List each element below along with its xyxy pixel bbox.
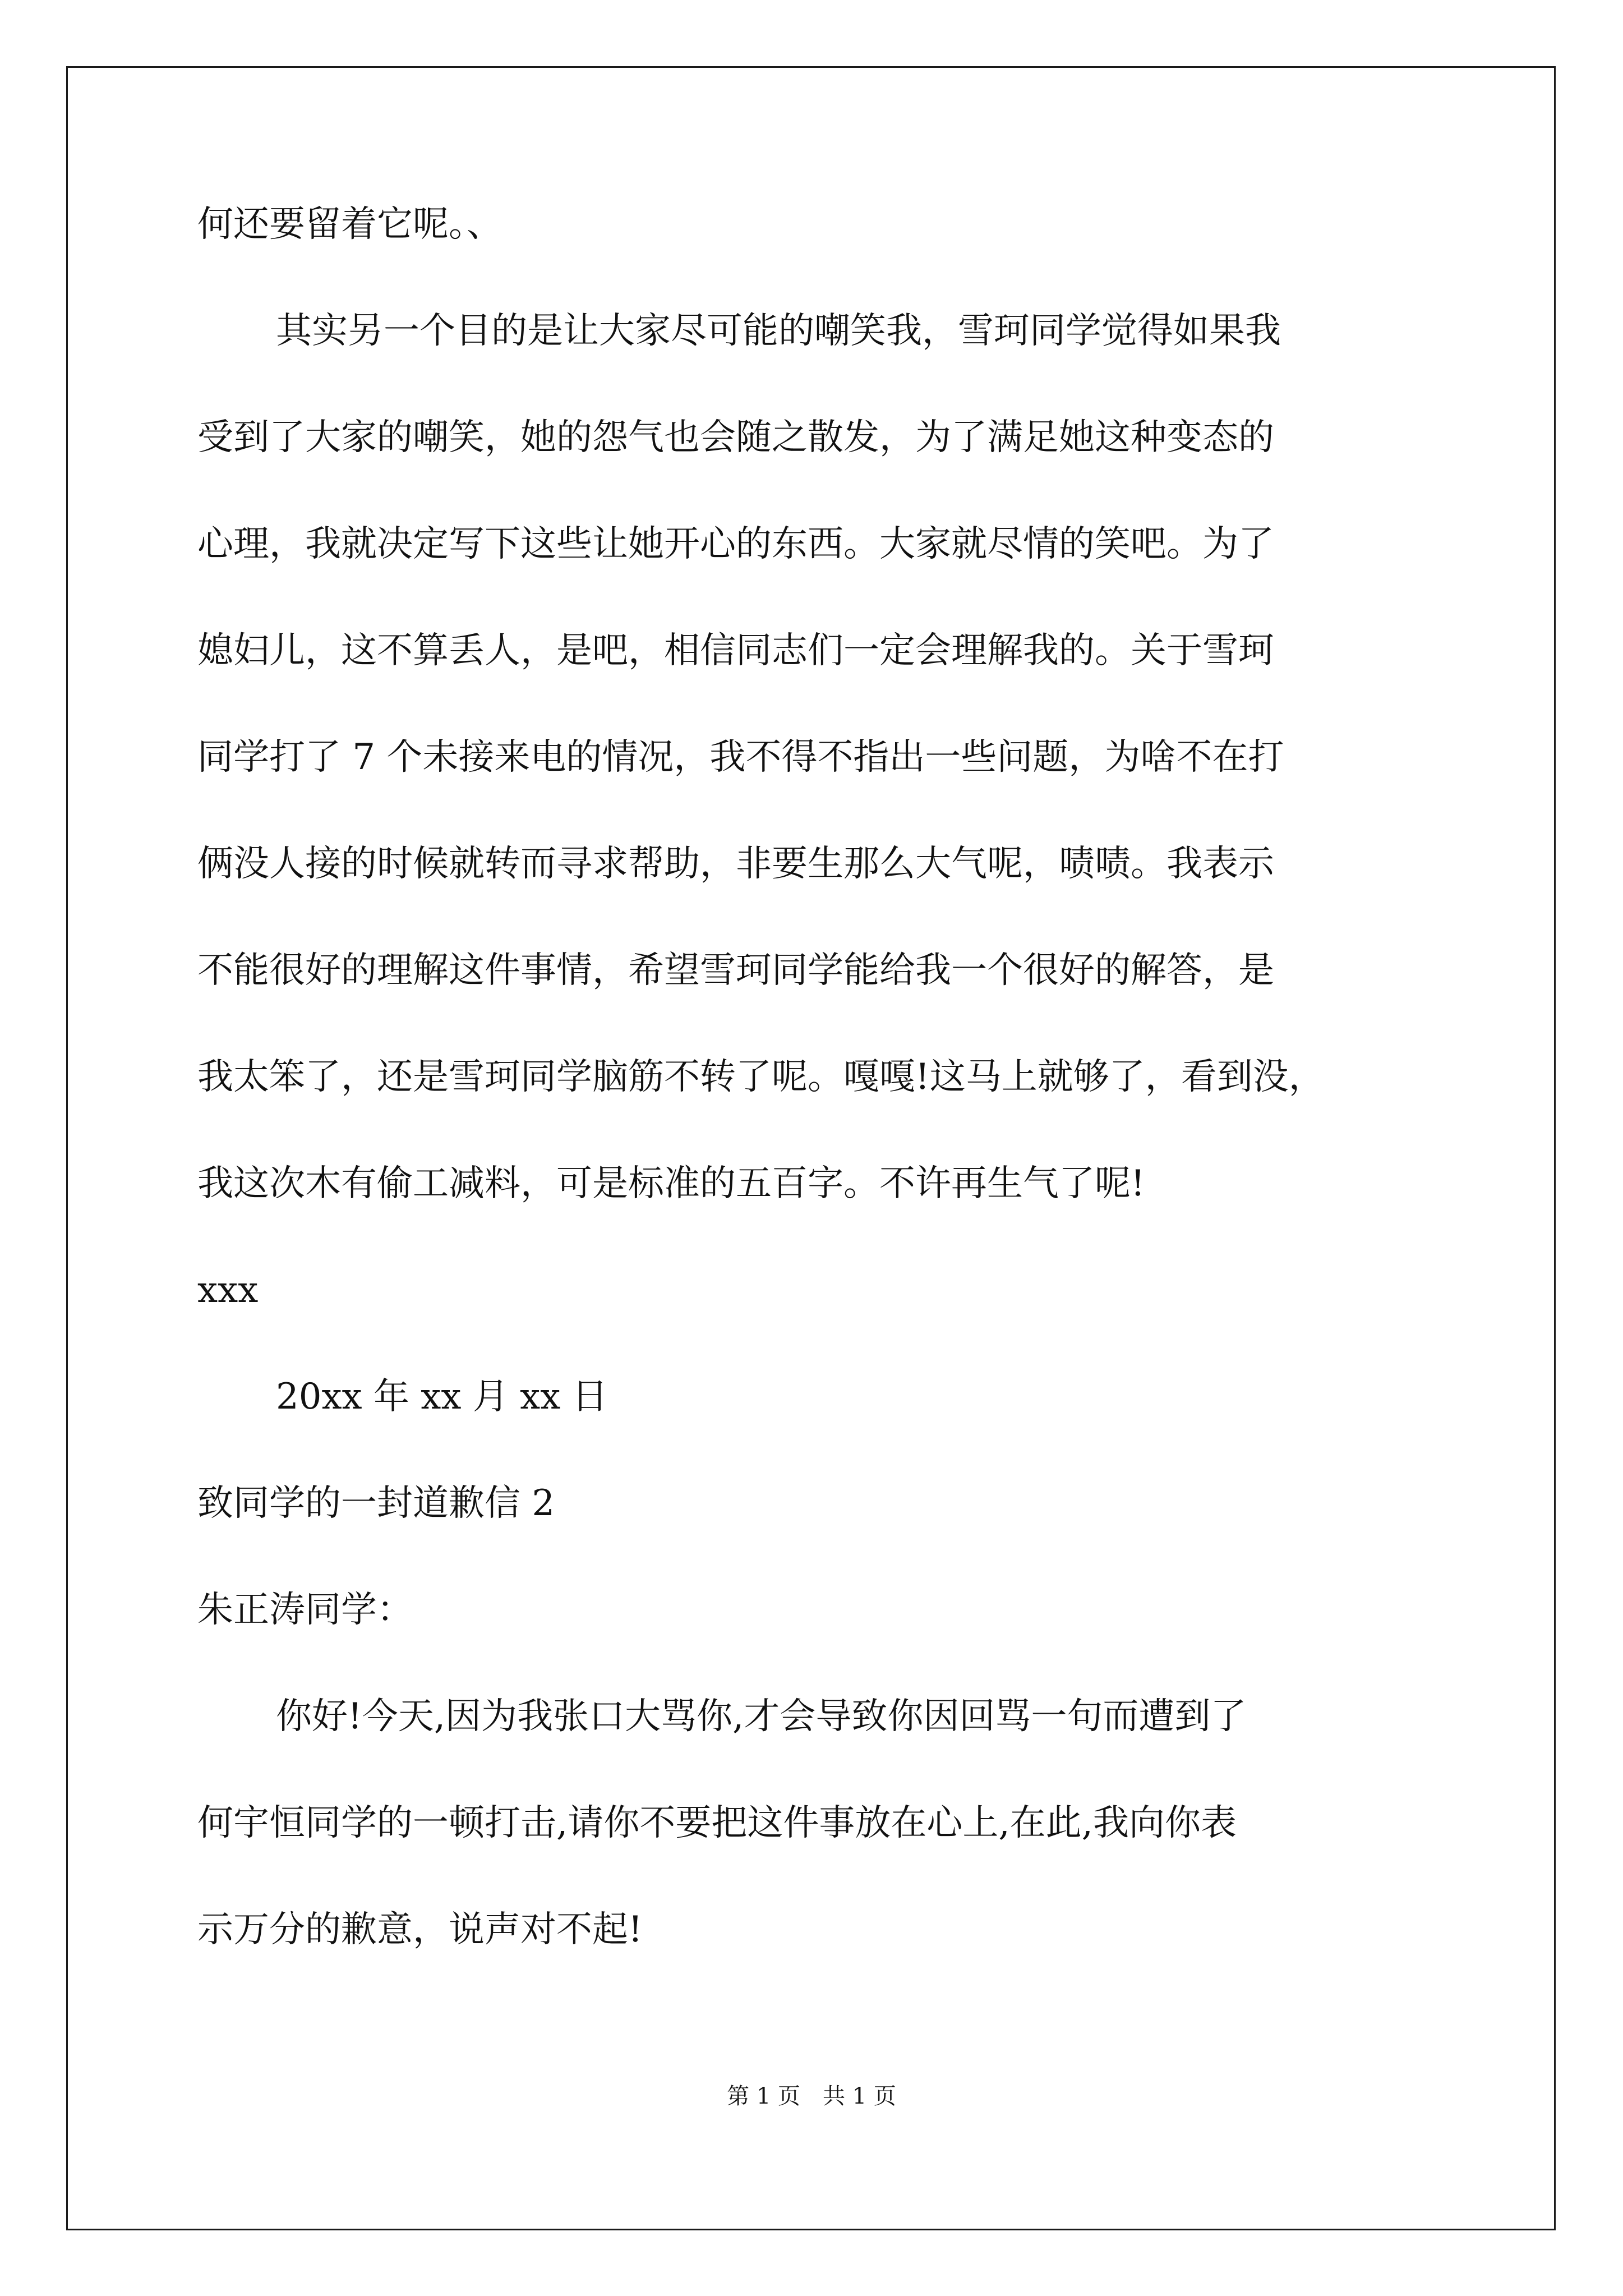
text-line: 不能很好的理解这件事情，希望雪珂同学能给我一个很好的解答，是 (197, 950, 1274, 991)
paragraph-line: 你好!今天,因为我张口大骂你,才会导致你因回骂一句而遭到了 (276, 1696, 1247, 1737)
text-line: 我太笨了，还是雪珂同学脑筋不转了呢。嘎嘎!这马上就够了，看到没， (197, 1056, 1325, 1098)
signature-date: 20xx 年 xx 月 xx 日 (276, 1376, 608, 1418)
text-line: 俩没人接的时候就转而寻求帮助，非要生那么大气呢，啧啧。我表示 (197, 843, 1274, 885)
text-line: 我这次木有偷工减料，可是标准的五百字。不许再生气了呢! (197, 1163, 1145, 1204)
section-title: 致同学的一封道歉信 2 (197, 1483, 555, 1524)
page-number: 第 1 页 共 1 页 (727, 2083, 896, 2109)
text-line: 示万分的歉意，说声对不起! (197, 1909, 643, 1950)
salutation: 朱正涛同学： (197, 1589, 413, 1631)
text-line: 何还要留着它呢。、 (197, 204, 502, 245)
page-border (66, 66, 1556, 2230)
text-line: 媳妇儿，这不算丢人，是吧，相信同志们一定会理解我的。关于雪珂 (197, 630, 1274, 671)
signature-name: xxx (197, 1269, 259, 1311)
text-line: 何宇恒同学的一顿打击,请你不要把这件事放在心上,在此,我向你表 (197, 1802, 1237, 1844)
text-line: 同学打了 7 个未接来电的情况，我不得不指出一些问题，为啥不在打 (197, 737, 1284, 778)
text-line: 心理，我就决定写下这些让她开心的东西。大家就尽情的笑吧。为了 (197, 523, 1274, 565)
text-line: 受到了大家的嘲笑，她的怨气也会随之散发，为了满足她这种变态的 (197, 417, 1274, 458)
paragraph-line: 其实另一个目的是让大家尽可能的嘲笑我，雪珂同学觉得如果我 (276, 310, 1281, 352)
